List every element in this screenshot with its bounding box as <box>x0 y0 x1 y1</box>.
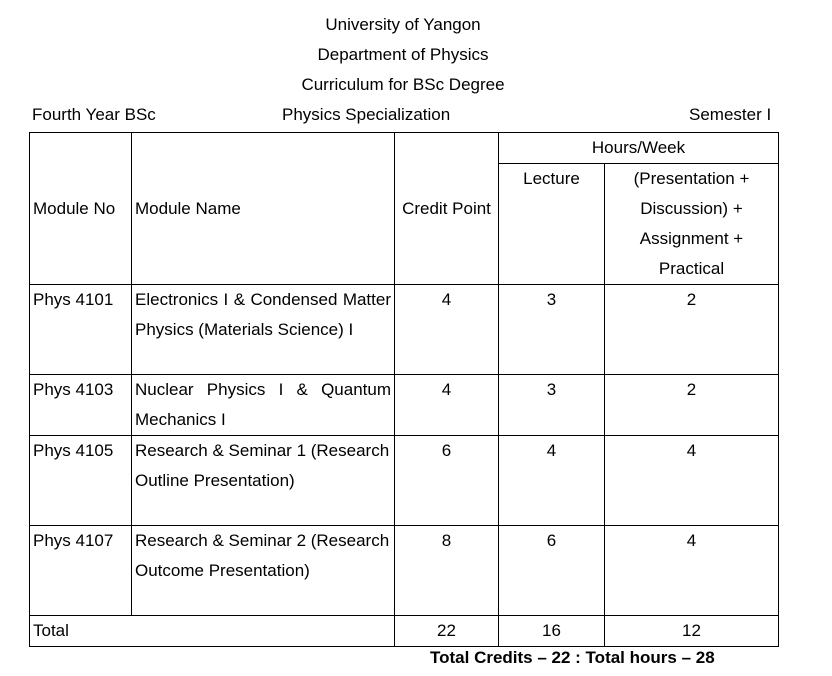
lecture-hours: 3 <box>499 285 605 375</box>
total-practical: 12 <box>605 616 779 647</box>
department-title: Department of Physics <box>317 45 489 64</box>
specialization-label: Physics Specialization <box>282 105 451 124</box>
header-hours-week: Hours/Week <box>499 133 779 164</box>
curriculum-title: Curriculum for BSc Degree <box>301 75 505 94</box>
lecture-hours: 6 <box>499 526 605 616</box>
totals-summary: Total Credits – 22 : Total hours – 28 <box>430 648 715 667</box>
credit-point: 4 <box>395 375 499 436</box>
table-row <box>30 436 779 526</box>
module-no: Phys 4105 <box>30 436 132 526</box>
credit-point: 6 <box>395 436 499 526</box>
semester-label: Semester I <box>689 105 772 124</box>
module-name: Electronics I & Condensed Matter Physics (Materials Science) I <box>132 285 395 375</box>
module-no: Phys 4103 <box>30 375 132 436</box>
total-lecture: 16 <box>499 616 605 647</box>
table-header-row <box>30 133 779 164</box>
table-row <box>30 285 779 375</box>
total-label: Total <box>30 616 395 647</box>
header-module-name: Module Name <box>132 133 395 285</box>
header-credit-point: Credit Point <box>395 133 499 285</box>
curriculum-table <box>29 132 779 647</box>
module-name: Research & Seminar 2 (Research Outcome Presentation) <box>132 526 395 616</box>
module-name: Research & Seminar 1 (Research Outline Presentation) <box>132 436 395 526</box>
credit-point: 8 <box>395 526 499 616</box>
lecture-hours: 3 <box>499 375 605 436</box>
header-module-no: Module No <box>30 133 132 285</box>
table-row <box>30 375 779 436</box>
practical-hours: 2 <box>605 285 779 375</box>
total-row <box>30 616 779 647</box>
module-name: Nuclear Physics I & Quantum Mechanics I <box>132 375 395 436</box>
practical-hours: 4 <box>605 526 779 616</box>
header-practical: (Presentation + Discussion) + Assignment + Practical <box>605 164 779 285</box>
table-row <box>30 526 779 616</box>
university-title: University of Yangon <box>325 15 481 34</box>
practical-hours: 2 <box>605 375 779 436</box>
header-lecture: Lecture <box>499 164 605 285</box>
practical-hours: 4 <box>605 436 779 526</box>
year-label: Fourth Year BSc <box>32 105 156 124</box>
module-no: Phys 4101 <box>30 285 132 375</box>
total-credit: 22 <box>395 616 499 647</box>
credit-point: 4 <box>395 285 499 375</box>
lecture-hours: 4 <box>499 436 605 526</box>
module-no: Phys 4107 <box>30 526 132 616</box>
